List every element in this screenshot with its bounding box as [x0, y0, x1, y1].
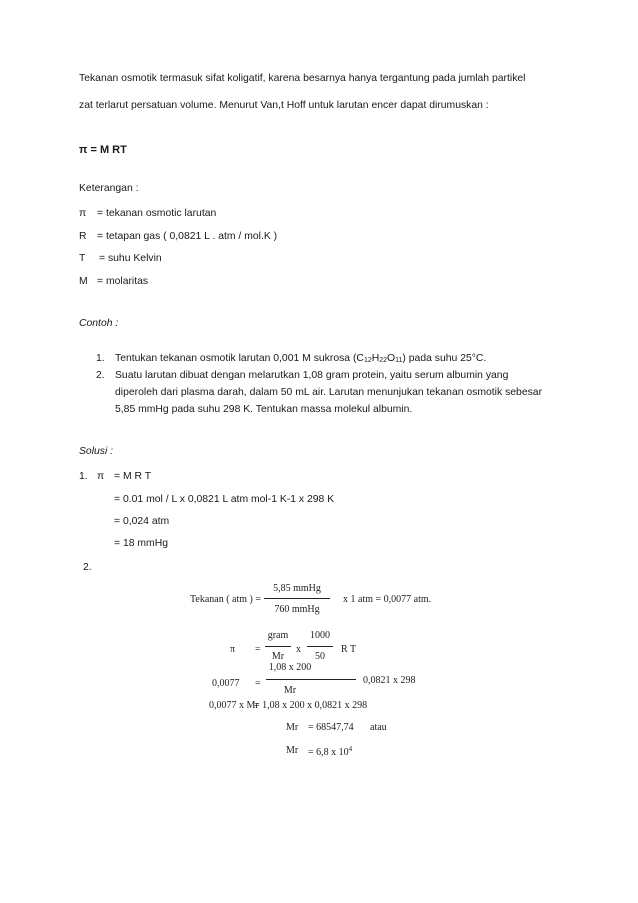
row3-numerator: 1,08 x 200: [268, 662, 312, 673]
solusi-number-2: 2.: [83, 562, 92, 573]
solusi-step: = 0,024 atm: [114, 516, 170, 527]
contoh-number: 1.: [96, 353, 105, 364]
row6-exponent: 4: [348, 745, 353, 753]
keterangan-symbol: T: [79, 253, 86, 264]
subscript: 12: [363, 357, 372, 364]
solusi-step: = 18 mmHg: [114, 538, 168, 549]
solusi-heading: Solusi :: [79, 446, 114, 457]
row5-atau: atau: [370, 722, 387, 733]
tekanan-numerator: 5,85 mmHg: [273, 583, 321, 594]
keterangan-desc: = tekanan osmotic larutan: [97, 208, 217, 219]
row3-tail: 0,0821 x 298: [363, 675, 416, 686]
contoh-number: 2.: [96, 370, 105, 381]
solusi-number-1: 1.: [79, 471, 88, 482]
keterangan-symbol: M: [79, 276, 88, 287]
formula: π = M RT: [79, 144, 127, 156]
fraction-bar: [264, 598, 330, 599]
fraction-bar: [307, 646, 333, 647]
solusi-pi-symbol: π: [97, 471, 105, 482]
keterangan-desc: = molaritas: [97, 276, 149, 287]
keterangan-symbol: π: [79, 208, 87, 219]
keterangan-heading: Keterangan :: [79, 183, 139, 194]
row6-rhs: [308, 745, 352, 758]
element-symbol: O: [387, 353, 396, 364]
subscript: 11: [395, 357, 403, 364]
equals-sign: =: [255, 644, 261, 655]
contoh-item-1-post: ) pada suhu 25°C.: [402, 353, 487, 364]
k1000-numerator: 1000: [310, 630, 330, 641]
keterangan-desc: = suhu Kelvin: [99, 253, 162, 264]
pi-symbol: π: [230, 644, 236, 655]
contoh-item-1: [115, 353, 486, 364]
gram-numerator: gram: [267, 630, 289, 641]
k50-denominator: 50: [315, 651, 325, 662]
equals-sign: =: [255, 678, 261, 689]
contoh-item-2-line: 5,85 mmHg pada suhu 298 K. Tentukan massa molekul albumin.: [115, 404, 413, 415]
keterangan-desc: = tetapan gas ( 0,0821 L . atm / mol.K ): [97, 231, 278, 242]
contoh-heading: Contoh :: [79, 318, 119, 329]
fraction-bar: [266, 679, 356, 680]
intro-line-2: zat terlarut persatuan volume. Menurut Van,t Hoff untuk larutan encer dapat dirumuskan :: [79, 100, 489, 111]
times-sign: x: [296, 644, 301, 655]
tekanan-label: Tekanan ( atm ) =: [190, 594, 262, 605]
tekanan-result: x 1 atm = 0,0077 atm.: [343, 594, 432, 605]
tekanan-denominator: 760 mmHg: [274, 604, 320, 615]
row6-lhs: Mr: [286, 745, 299, 756]
solusi-step: = M R T: [114, 471, 152, 482]
fraction-bar: [265, 646, 291, 647]
contoh-item-2-line: Suatu larutan dibuat dengan melarutkan 1,08 gram protein, yaitu serum albumin yang: [115, 370, 509, 381]
row3-lhs: 0,0077: [212, 678, 240, 689]
mr-denominator: Mr: [271, 651, 285, 662]
element-symbol: H: [371, 353, 380, 364]
keterangan-symbol: R: [79, 231, 87, 242]
row5-lhs: Mr: [286, 722, 299, 733]
row3-denominator: Mr: [283, 685, 297, 696]
row5-rhs: = 68547,74: [308, 722, 354, 733]
solusi-step: = 0.01 mol / L x 0,0821 L atm mol-1 K-1 x 298 K: [114, 494, 335, 505]
row4-rhs: = 1,08 x 200 x 0,0821 x 298: [254, 700, 368, 711]
row6-value: = 6,8 x 10: [308, 747, 349, 758]
contoh-item-1-pre: Tentukan tekanan osmotik larutan 0,001 M sukrosa (C: [115, 353, 364, 364]
contoh-item-2-line: diperoleh dari plasma darah, dalam 50 mL air. Larutan menunjukan tekanan osmotik sebesar: [115, 387, 543, 398]
intro-line-1: Tekanan osmotik termasuk sifat koligatif, karena besarnya hanya tergantung pada jumlah partikel: [79, 73, 526, 84]
rt-term: R T: [341, 644, 357, 655]
subscript: 22: [379, 357, 388, 364]
row4-lhs: 0,0077 x Mr: [209, 700, 259, 711]
